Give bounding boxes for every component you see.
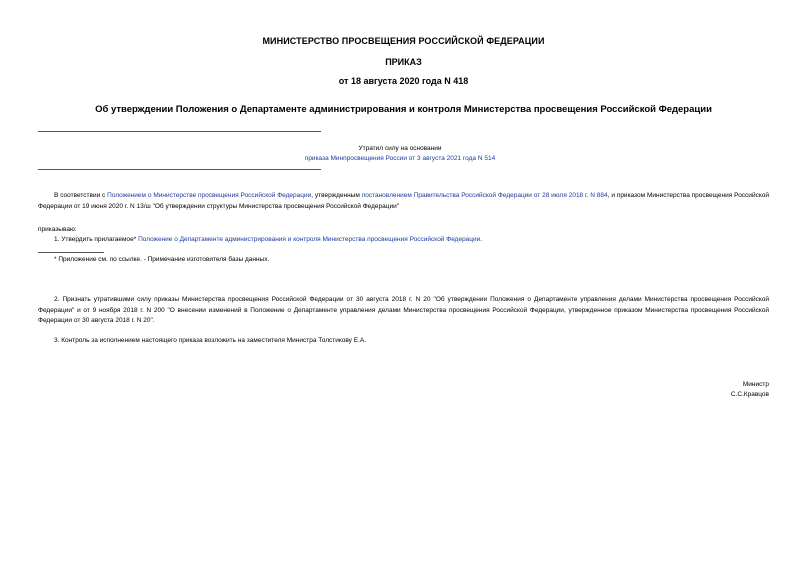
order-item-2: 2. Признать утратившими силу приказы Министерства просвещения Российской Федерации от 30 августа 2018 г. N 20 "Об утверждении Положения о Департаменте управления делами Министерства просвещения Российской Федерации" и от 9 ноября 2018 г. N 200 "О внесении изменений в Положение о Департаменте управления делами Министерства просвещения Российской Федерации, утвержденное приказом Министерства просвещения Российской Федерации от 30 августа 2018 г. N 20".	[38, 296, 769, 324]
preamble-paragraph	[38, 191, 769, 212]
footnote: * Приложение см. по ссылке. - Примечание изготовителя базы данных.	[54, 256, 270, 263]
divider-top	[38, 131, 321, 132]
document-date-number: от 18 августа 2020 года N 418	[338, 76, 469, 86]
preamble-text-1: В соответствии с	[54, 192, 108, 199]
item1-text: 1. Утвердить прилагаемое*	[54, 236, 139, 243]
ministry-heading: МИНИСТЕРСТВО ПРОСВЕЩЕНИЯ РОССИЙСКОЙ ФЕДЕРАЦИИ	[262, 36, 545, 46]
preamble-text-3: , и приказом Министерства просвещения Российской Федерации от 19 июня 2020 г. N 13/ш "Об утверждении структуры Министерства просвещения Российской Федерации"	[38, 192, 769, 210]
signature-position: Министр	[742, 381, 769, 388]
divider-bottom	[38, 169, 321, 170]
link-government-decree[interactable]: постановлением Правительства Российской Федерации от 28 июля 2018 г. N 884	[361, 192, 608, 199]
item1-end: .	[480, 236, 483, 243]
status-note-link[interactable]: приказа Минпросвещения России от 3 августа 2021 года N 514	[304, 155, 496, 162]
order-item-1	[38, 235, 769, 246]
signature-name: С.С.Кравцов	[730, 391, 769, 398]
order-word: приказываю:	[38, 226, 77, 233]
order-item-3: 3. Контроль за исполнением настоящего приказа возложить на заместителя Министра Толстикову Е.А.	[54, 337, 367, 344]
document-type: ПРИКАЗ	[385, 57, 422, 67]
footnote-divider	[38, 252, 104, 253]
status-note-text: Утратил силу на основании	[358, 145, 442, 152]
link-department-regulation[interactable]: Положение о Департаменте администрирования и контроля Министерства просвещения Российской Федерации	[138, 236, 481, 243]
preamble-text-2: , утвержденным	[311, 192, 362, 199]
document-title: Об утверждении Положения о Департаменте администрирования и контроля Министерства просвещения Российской Федерации	[95, 104, 712, 115]
link-ministry-regulation[interactable]: Положением о Министерстве просвещения Российской Федерации	[107, 192, 312, 199]
